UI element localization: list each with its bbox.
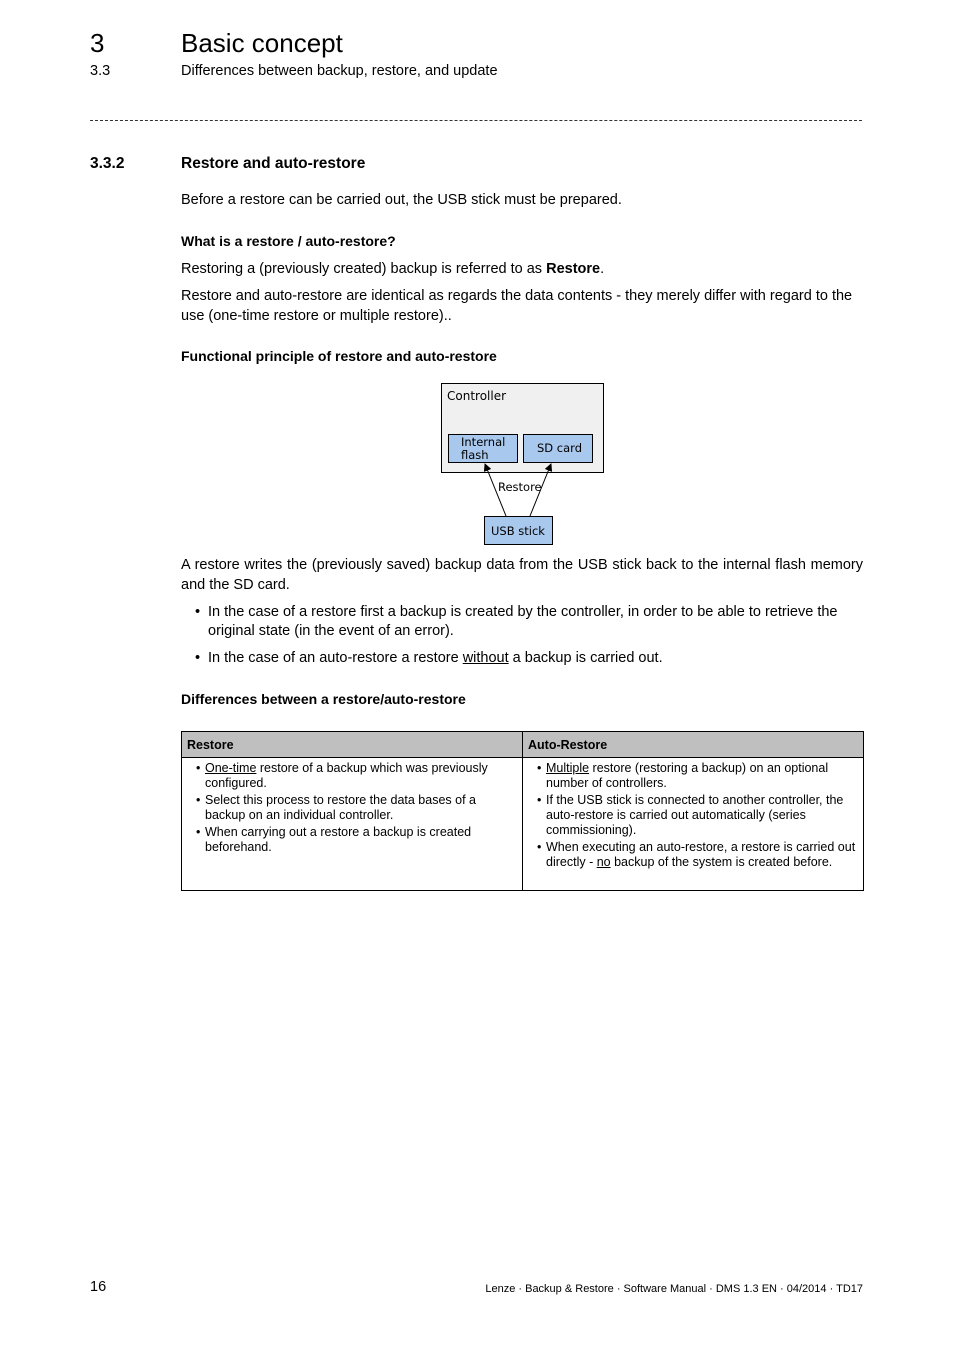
restore-cell <box>182 758 523 891</box>
list-item: • When carrying out a restore a backup is created beforehand. <box>187 825 517 855</box>
chapter-title: Basic concept <box>181 28 343 58</box>
table-header-row <box>182 732 864 758</box>
subsection-title: Restore and auto-restore <box>181 155 366 172</box>
restore-diagram <box>430 378 620 550</box>
item-emphasis: no <box>596 855 611 869</box>
controller-label: Controller <box>447 389 507 403</box>
restore-label: Restore <box>498 480 542 494</box>
auto-restore-cell <box>523 758 864 891</box>
bullet-emphasis: without <box>462 650 509 666</box>
chapter-number: 3 <box>90 28 105 58</box>
list-item: • In the case of a restore first a backup is created by the controller, in order to be able to retrieve the original state (in the event of an error). <box>181 603 863 641</box>
restore-comparison-paragraph: Restore and auto-restore are identical as regards the data contents - they merely differ with regard to the use (one-time restore or multiple restore).. <box>181 288 853 324</box>
table-row <box>182 758 864 891</box>
comparison-table <box>181 731 864 891</box>
intro-paragraph: Before a restore can be carried out, the USB stick must be prepared. <box>181 192 622 208</box>
restore-definition-end: . <box>600 261 605 277</box>
what-is-heading: What is a restore / auto-restore? <box>181 233 396 249</box>
item-text: restore of a backup which was previously configured. <box>205 761 488 790</box>
item-text-end: backup of the system is created before. <box>610 855 833 869</box>
bullet-text-end: a backup is carried out. <box>508 650 663 666</box>
restore-definition-text: Restoring a (previously created) backup is referred to as <box>181 261 547 277</box>
column-header-auto-restore: Auto-Restore <box>523 732 864 758</box>
sd-card-label: SD card <box>537 441 583 455</box>
page-number: 16 <box>90 1279 107 1295</box>
document-reference: Lenze · Backup & Restore · Software Manual · DMS 1.3 EN · 04/2014 · TD17 <box>485 1283 863 1295</box>
list-item <box>528 840 858 870</box>
subsection-number: 3.3.2 <box>90 155 125 172</box>
restore-bullet-list <box>181 603 863 676</box>
differences-heading: Differences between a restore/auto-restore <box>181 691 466 707</box>
list-item <box>187 761 517 791</box>
item-text: restore (restoring a backup) on an optional number of controllers. <box>546 761 829 790</box>
bullet-text: In the case of an auto-restore a restore <box>208 650 463 666</box>
restore-term: Restore <box>546 261 601 277</box>
usb-stick-label: USB stick <box>491 524 545 538</box>
item-text: When executing an auto-restore, a restore is carried out directly - <box>546 840 856 869</box>
list-item <box>528 761 858 791</box>
header-divider <box>90 120 862 121</box>
list-item: • Select this process to restore the data bases of a backup on an individual controller. <box>187 793 517 823</box>
list-item <box>181 649 863 668</box>
internal-flash-label-line2: flash <box>461 448 489 462</box>
functional-heading: Functional principle of restore and auto-restore <box>181 348 497 364</box>
internal-flash-label-line1: Internal <box>461 435 506 449</box>
list-item: • If the USB stick is connected to another controller, the auto-restore is carried out automatically (series commissioning). <box>528 793 858 838</box>
section-title: Differences between backup, restore, and update <box>181 63 498 79</box>
restore-definition <box>181 259 863 279</box>
restore-items <box>187 761 517 855</box>
column-header-restore: Restore <box>182 732 523 758</box>
item-emphasis: Multiple <box>546 761 590 775</box>
auto-restore-items <box>528 761 858 870</box>
item-emphasis: One-time <box>205 761 257 775</box>
section-number: 3.3 <box>90 63 111 79</box>
restore-description: A restore writes the (previously saved) backup data from the USB stick back to the internal flash memory and the SD card. <box>181 557 863 593</box>
